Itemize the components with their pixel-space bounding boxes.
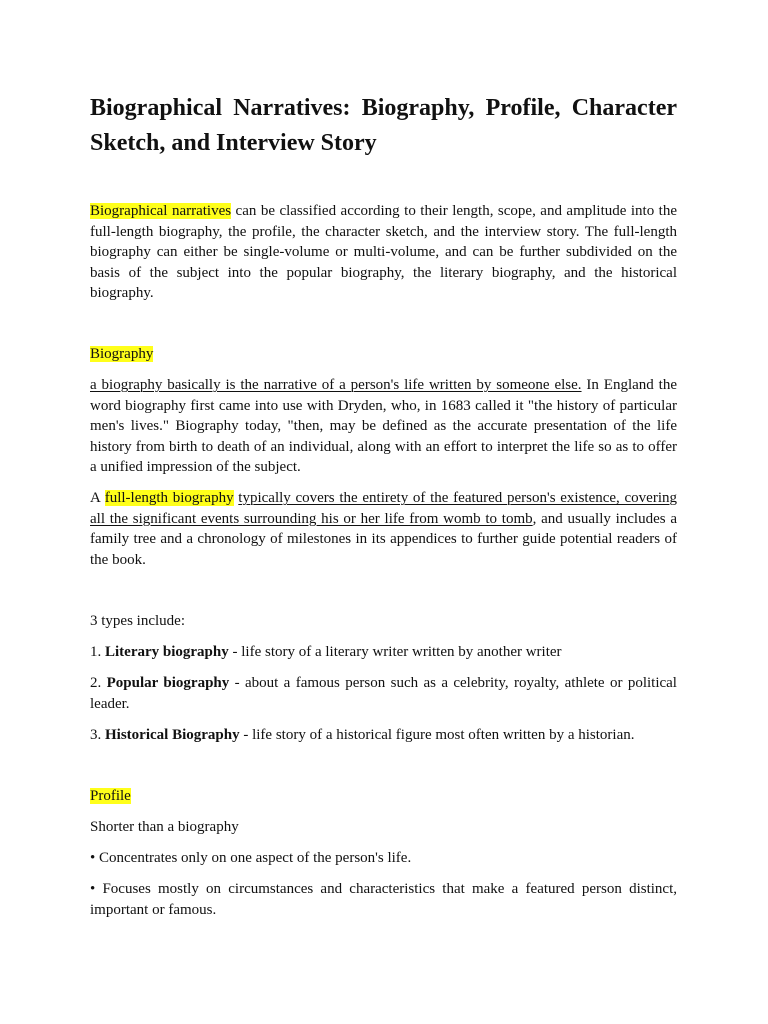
biography-heading-text: Biography	[90, 346, 154, 362]
intro-paragraph	[90, 201, 677, 304]
list-item-name: Popular biography	[106, 675, 230, 691]
profile-heading-text: Profile	[90, 788, 131, 804]
list-item-name: Historical Biography	[105, 727, 240, 743]
list-item-desc: - life story of a literary writer written by another writer	[228, 644, 562, 660]
intro-highlight: Biographical narratives	[90, 203, 232, 219]
biography-p2-underlined: typically covers the entirety of the featured person's existence, covering all the significant events surrounding his or her life from womb to tomb	[90, 490, 677, 527]
list-item	[90, 673, 677, 714]
biography-heading	[90, 344, 677, 365]
profile-bullet: • Concentrates only on one aspect of the person's life.	[90, 850, 412, 866]
biography-paragraph-1	[90, 375, 677, 478]
full-length-highlight: full-length biography	[104, 490, 234, 506]
list-item-desc: - life story of a historical figure most often written by a historian.	[239, 727, 635, 743]
intro-text: can be classified according to their length, scope, and amplitude into the full-length biography, the profile, the character sketch, and the interview story. The full-length biography can either be single-volume or multi-volume, and can be further subdivided on the basis of the subject into the popular biography, the literary biography, and the historical biography.	[90, 203, 677, 301]
list-item-number: 3.	[90, 727, 105, 743]
profile-heading	[90, 786, 677, 807]
biography-p2-text: , and usually includes a family tree and a chronology of milestones in its appendices to further guide potential readers of the book.	[90, 510, 677, 568]
list-item	[90, 642, 677, 663]
list-item-number: 1.	[90, 644, 105, 660]
list-item-desc: - about a famous person such as a celebrity, royalty, athlete or political leader.	[90, 675, 677, 712]
list-item-name: Literary biography	[105, 644, 229, 660]
biography-definition-underlined: a biography basically is the narrative of a person's life written by someone else.	[90, 377, 582, 393]
profile-line: Shorter than a biography	[90, 819, 239, 835]
page-title: Biographical Narratives: Biography, Profile, Character Sketch, and Interview Story	[90, 95, 677, 156]
biography-p1-text: In England the word biography first came into use with Dryden, who, in 1683 called it "the history of particular men's lives." Biography today, "then, may be defined as the accurate presentation of the life history from birth to death of an individual, along with an effort to interpret the life so as to offer a unified impression of the subject.	[90, 377, 678, 475]
biography-paragraph-2	[90, 488, 677, 570]
list-item-number: 2.	[90, 675, 107, 691]
types-intro: 3 types include:	[90, 613, 185, 629]
profile-bullet: • Focuses mostly on circumstances and characteristics that make a featured person distinct, important or famous.	[90, 881, 677, 918]
biography-p2-prefix: A	[90, 490, 105, 506]
list-item	[90, 725, 677, 746]
